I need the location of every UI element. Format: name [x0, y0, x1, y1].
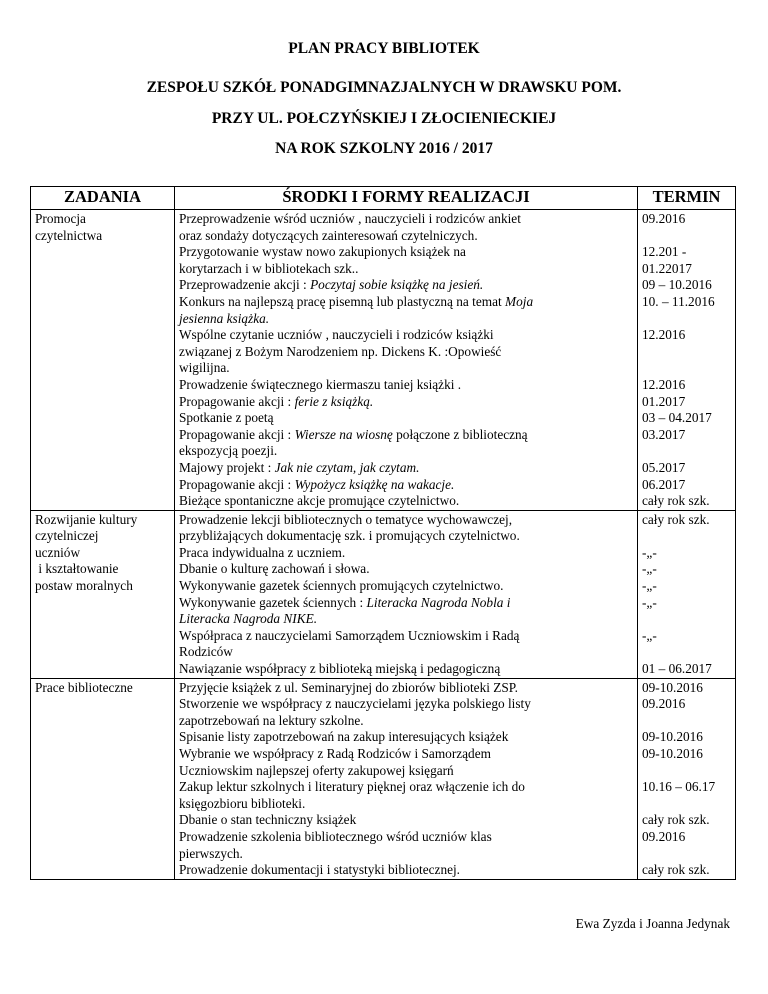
term-line: 03 – 04.2017 [642, 410, 712, 426]
means-line: ekspozycją poezji. [179, 443, 278, 459]
means-italic: jesienna książka. [179, 310, 270, 326]
task-line: Prace biblioteczne [35, 679, 133, 695]
term-line: cały rok szk. [642, 812, 710, 828]
term-line: 09.2016 [642, 696, 686, 712]
header-zadania: ZADANIA [31, 187, 175, 210]
term-line: 01.22017 [642, 260, 692, 276]
means-line: wigilijna. [179, 360, 230, 376]
means-text: Przeprowadzenie akcji : [179, 277, 311, 293]
term-cell [638, 510, 736, 678]
task-line: czytelnictwa [35, 227, 103, 243]
term-line: 10.16 – 06.17 [642, 779, 716, 795]
term-line: 09.2016 [642, 828, 686, 844]
means-italic: Poczytaj sobie książkę na jesień. [310, 277, 484, 293]
term-line: 10. – 11.2016 [642, 293, 715, 309]
doc-title-line1: PLAN PRACY BIBLIOTEK [288, 40, 480, 57]
doc-title-line2: ZESPOŁU SZKÓŁ PONADGIMNAZJALNYCH W DRAWSKU POM. [146, 79, 622, 96]
term-line: -„- [642, 561, 657, 577]
plan-table [30, 186, 736, 880]
table-row [31, 678, 736, 879]
means-line: Spisanie listy zapotrzebowań na zakup interesujących książek [179, 729, 509, 745]
task-cell [31, 678, 175, 879]
means-text: Propagowanie akcji : [179, 426, 295, 442]
means-italic: Wiersze na wiosnę [294, 426, 393, 442]
means-italic: Jak nie czytam, jak czytam. [274, 459, 420, 475]
means-line: Przeprowadzenie wśród uczniów , nauczycieli i rodziców ankiet [179, 211, 521, 226]
means-line: korytarzach i w bibliotekach szk.. [179, 260, 359, 276]
means-line [179, 311, 633, 328]
term-line: 01.2017 [642, 393, 686, 409]
means-line [179, 427, 633, 444]
means-line: księgozbioru biblioteki. [179, 795, 306, 811]
means-line: Prowadzenie lekcji bibliotecznych o tematyce wychowawczej, [179, 511, 513, 527]
means-line: oraz sondaży dotyczących zainteresowań czytelniczych. [179, 227, 478, 243]
task-line: Promocja [35, 211, 86, 226]
means-line [179, 477, 633, 494]
means-line: Przygotowanie wystaw nowo zakupionych książek na [179, 244, 466, 260]
term-line: 01 – 06.2017 [642, 661, 712, 677]
term-line: -„- [642, 594, 657, 610]
means-line [179, 394, 633, 411]
footer-authors: Ewa Zyzda i Joanna Jedynak [575, 916, 730, 931]
means-line: Współpraca z nauczycielami Samorządem Uczniowskim i Radą [179, 627, 520, 643]
term-line: 09-10.2016 [642, 746, 703, 761]
task-cell [31, 510, 175, 678]
means-line: Dbanie o kulturę zachowań i słowa. [179, 561, 370, 577]
means-line [179, 277, 633, 294]
means-line [179, 294, 633, 311]
term-line: cały rok szk. [642, 511, 710, 527]
header-termin: TERMIN [638, 187, 736, 210]
means-line: pierwszych. [179, 845, 243, 861]
means-line: Nawiązanie współpracy z biblioteką miejską i pedagogiczną [179, 661, 501, 677]
means-line: związanej z Bożym Narodzeniem np. Dickens K. :Opowieść [179, 343, 502, 359]
means-line [179, 611, 633, 628]
term-cell [638, 678, 736, 879]
term-line: 03.2017 [642, 426, 686, 442]
term-line: -„- [642, 544, 657, 560]
means-text: Wykonywanie gazetek ściennych : [179, 594, 367, 610]
term-line: cały rok szk. [642, 493, 710, 509]
table-header-row [31, 187, 736, 210]
means-cell [175, 210, 638, 511]
means-italic: Moja [505, 293, 534, 309]
means-text: połączone z biblioteczną [392, 426, 528, 442]
means-line: Bieżące spontaniczne akcje promujące czytelnictwo. [179, 493, 460, 509]
means-line: Wspólne czytanie uczniów , nauczycieli i rodziców książki [179, 327, 494, 343]
means-line: Uczniowskim najlepszej oferty zakupowej księgarń [179, 762, 454, 778]
means-italic: Literacka Nagroda NIKE. [179, 611, 318, 627]
means-line: zapotrzebowań na lektury szkolne. [179, 712, 364, 728]
means-line: Spotkanie z poetą [179, 410, 274, 426]
means-text: Propagowanie akcji : [179, 476, 295, 492]
means-line: przybliżających dokumentację szk. i promujących czytelnictwo. [179, 528, 520, 544]
means-line: Praca indywidualna z uczniem. [179, 544, 346, 560]
term-line: 05.2017 [642, 459, 686, 475]
task-line: i kształtowanie [35, 561, 119, 577]
term-line: 06.2017 [642, 476, 686, 492]
means-line: Prowadzenie świątecznego kiermaszu taniej książki . [179, 376, 462, 392]
term-line: 12.201 - [642, 244, 687, 260]
means-line: Zakup lektur szkolnych i literatury pięknej oraz włączenie ich do [179, 779, 525, 795]
means-italic: ferie z książką. [294, 393, 374, 409]
term-line: 12.2016 [642, 376, 686, 392]
task-cell [31, 210, 175, 511]
term-line: 09.2016 [642, 211, 686, 226]
task-line: postaw moralnych [35, 578, 133, 594]
means-line: Wybranie we współpracy z Radą Rodziców i Samorządem [179, 746, 491, 761]
means-line: Stworzenie we współpracy z nauczycielami języka polskiego listy [179, 696, 531, 712]
means-line: Rodziców [179, 644, 233, 660]
means-line: Wykonywanie gazetek ściennych promujących czytelnictwo. [179, 578, 504, 594]
means-text: Konkurs na najlepszą pracę pisemną lub plastyczną na temat [179, 293, 506, 309]
means-cell [175, 510, 638, 678]
term-cell [638, 210, 736, 511]
means-line: Dbanie o stan techniczny książek [179, 812, 357, 828]
means-italic: Literacka Nagroda Nobla i [366, 594, 511, 610]
term-line: -„- [642, 627, 657, 643]
table-row [31, 210, 736, 511]
term-line: 09-10.2016 [642, 729, 703, 745]
doc-title-line4: NA ROK SZKOLNY 2016 / 2017 [275, 140, 493, 157]
task-line: czytelniczej [35, 528, 99, 544]
term-line: 09-10.2016 [642, 679, 703, 695]
means-line: Przyjęcie książek z ul. Seminaryjnej do zbiorów biblioteki ZSP. [179, 679, 518, 695]
means-line: Prowadzenie dokumentacji i statystyki bibliotecznej. [179, 862, 461, 878]
table-row [31, 510, 736, 678]
term-line: 09 – 10.2016 [642, 277, 712, 293]
term-line: cały rok szk. [642, 862, 710, 878]
term-line: 12.2016 [642, 327, 686, 343]
means-text: Majowy projekt : [179, 459, 275, 475]
means-line [179, 595, 633, 612]
task-line: Rozwijanie kultury [35, 511, 138, 527]
doc-title-line3: PRZY UL. POŁCZYŃSKIEJ I ZŁOCIENIECKIEJ [211, 110, 557, 127]
means-line: Prowadzenie szkolenia bibliotecznego wśród uczniów klas [179, 828, 492, 844]
term-line: -„- [642, 578, 657, 594]
means-italic: Wypożycz książkę na wakacje. [294, 476, 455, 492]
task-line: uczniów [35, 544, 81, 560]
means-cell [175, 678, 638, 879]
means-text: Propagowanie akcji : [179, 393, 295, 409]
means-line [179, 460, 633, 477]
header-srodki: ŚRODKI I FORMY REALIZACJI [175, 187, 638, 210]
